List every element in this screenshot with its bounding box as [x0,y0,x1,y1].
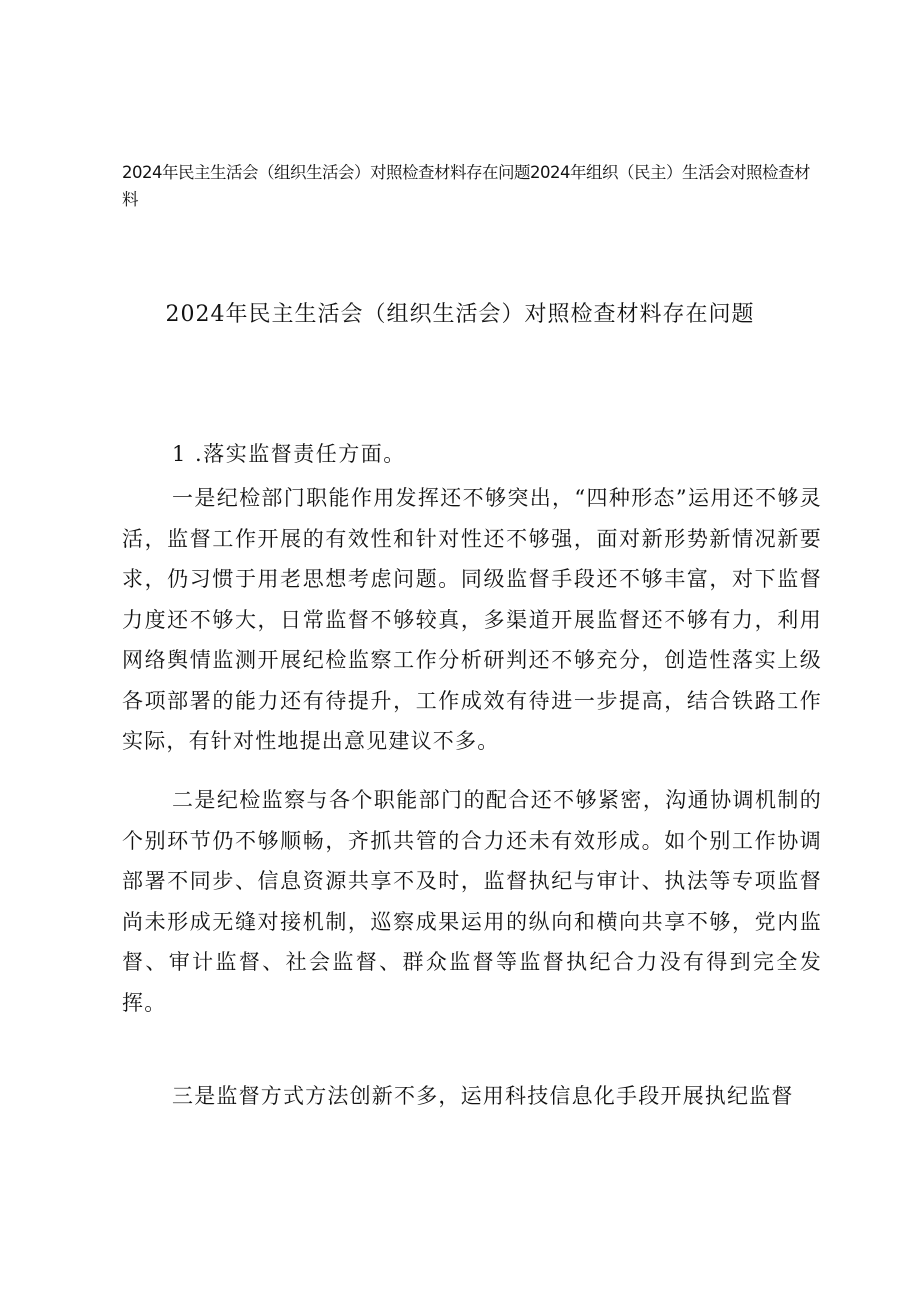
paragraph-2: 二是纪检监察与各个职能部门的配合还不够紧密，沟通协调机制的个别环节仍不够顺畅，齐抓共管的合力还未有效形成。如个别工作协调部署不同步、信息资源共享不及时，监督执纪与审计、执法等专项监督尚未形成无缝对接机制，巡察成果运用的纵向和横向共享不够，党内监督、审计监督、社会监督、群众监督等监督执纪合力没有得到完全发挥。 [122,788,822,1015]
document-title: 2024年民主生活会（组织生活会）对照检查材料存在问题 [165,302,755,327]
paragraph-1: 一是纪检部门职能作用发挥还不够突出，“四种形态”运用还不够灵活，监督工作开展的有效性和针对性还不够强，面对新形势新情况新要求，仍习惯于用老思想考虑问题。同级监督手段还不够丰富，对下监督力度还不够大，日常监督不够较真，多渠道开展监督还不够有力，利用网络舆情监测开展纪检监察工作分析研判还不够充分，创造性落实上级各项部署的能力还有待提升，工作成效有待进一步提高，结合铁路工作实际，有针对性地提出意见建议不多。 [122,486,822,753]
section-heading: 1 .落实监督责任方面。 [172,442,406,466]
paragraph-3: 三是监督方式方法创新不多，运用科技信息化手段开展执纪监督 [172,1084,794,1108]
document-header: 2024年民主生活会（组织生活会）对照检查材料存在问题2024年组织（民主）生活会对照检查材料 [122,163,810,209]
